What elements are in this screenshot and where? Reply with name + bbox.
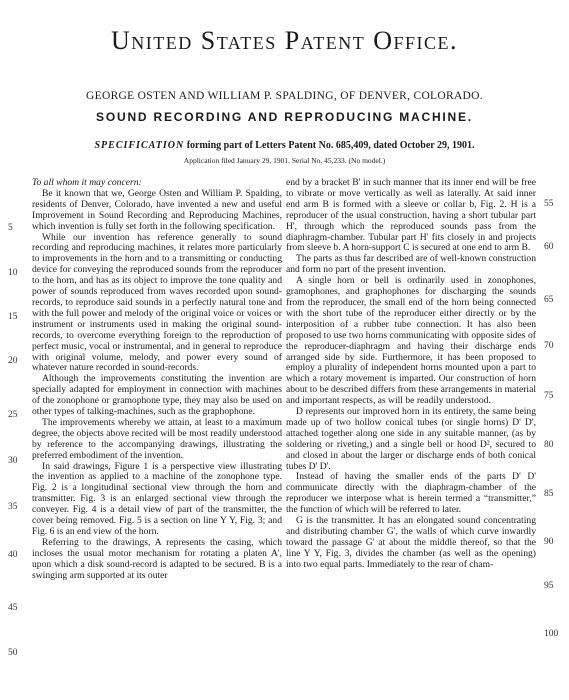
line-number: 15: [8, 312, 18, 322]
line-number: 10: [8, 268, 18, 278]
paragraph: Instead of having the smaller ends of the parts D' D' communicate directly with the diaphragm-chamber of the reproducer we interpose what is herein termed a “transmitter,” the function of which will be referred to later.: [286, 471, 536, 516]
paragraph: Although the improvements constituting the invention are specially adapted for employment in connection with machines of the zonophone or gramophone type, they may also be used on other types of talking-machines, such as the graphophone.: [32, 373, 282, 418]
line-number: 35: [8, 502, 18, 512]
specification-details: forming part of Letters Patent No. 685,409, dated October 29, 1901.: [184, 140, 475, 151]
paragraph: end by a bracket B' in such manner that its inner end will be free to vibrate or move vertically as well as laterally. At said inner end arm B is formed with a sleeve or collar b, Fig. 2. H is a reproducer of the usual construction, having a short tubular part H', through which the reproduced sounds pass from the diaphragm-chamber. Tubular part H' fits closely in and projects from sleeve b. A horn-support C is secured at one end to arm B.: [286, 177, 536, 254]
line-number: 90: [544, 537, 554, 547]
paragraph: In said drawings, Figure 1 is a perspective view illustrating the invention as applied to a machine of the zonophone type. Fig. 2 is a longitudinal sectional view through the horn and transmitter. Fig. 3 is an enlarged sectional view through the conveyer. Fig. 4 is a detail view of part of the transmitter, the cover being removed. Fig. 5 is a section on line Y Y, Fig. 3; and Fig. 6 is an end view of the horn.: [32, 460, 282, 537]
paragraph: D represents our improved horn in its entirety, the same being made up of two hollow conical tubes (or single horns) D' D', attached together along one side in any suitable manner, (as by soldering or riveting,) and a single bell or hood D², secured to and closed in about the larger or discharge ends of both conical tubes D' D'.: [286, 406, 536, 472]
paragraph: Referring to the drawings, A represents the casing, which incloses the usual motor mechanism for rotating a platen A', upon which a disk sound-record is adapted to be secured. B is a swinging arm supported at its outer: [32, 536, 282, 581]
line-number: 80: [544, 440, 554, 450]
line-number: 60: [544, 242, 554, 252]
line-number: 20: [8, 356, 18, 366]
line-number: 75: [544, 391, 554, 401]
line-number: 100: [544, 629, 559, 639]
paragraph: While our invention has reference generally to sound recording and reproducing machines, it relates more particularly to improvements in the horn and to a transmitting or conducting device for conveying the reproduced sounds from the reproducer to the horn, and has as its object to improve the tone quality and power of sounds reproduced from waves recorded upon sound-records, to reproduce said sounds in a perfectly natural tone and with the full power and melody of the original voice or voices or instrument or instruments used in making the original sound-records, to overcome everything foreign to the reproduction of perfect music, vocal or instrumental, and in general to reproduce with original volume, melody, and power every sound of whatever nature recorded in sound-records.: [32, 231, 282, 374]
line-number: 25: [8, 410, 18, 420]
specification-word: SPECIFICATION: [94, 140, 185, 151]
line-number: 70: [544, 341, 554, 351]
line-number: 50: [8, 648, 18, 658]
line-number: 40: [8, 550, 18, 560]
paragraph: Be it known that we, George Osten and William P. Spalding, residents of Denver, Colorado, have invented a new and useful Improvement in Sound Recording and Reproducing Machines, which invention is fully set forth in the following specification.: [32, 187, 282, 232]
line-number: 5: [8, 223, 13, 233]
line-number: 65: [544, 295, 554, 305]
line-number: 45: [8, 603, 18, 613]
paragraph: The improvements whereby we attain, at least to a maximum degree, the objects above recited will be most readily understood by reference to the accompanying drawings, illustrating the preferred embodiment of the invention.: [32, 416, 282, 461]
right-column: [286, 178, 536, 571]
left-column: [32, 178, 282, 582]
line-number: 85: [544, 489, 554, 499]
salutation: To all whom it may concern:: [32, 177, 142, 188]
paragraph: The parts as thus far described are of well-known construction and form no part of the present invention.: [286, 253, 536, 276]
office-title: United States Patent Office.: [110, 26, 459, 55]
line-number: 95: [544, 581, 554, 591]
inventors-line: GEORGE OSTEN AND WILLIAM P. SPALDING, OF DENVER, COLORADO.: [86, 90, 483, 102]
line-number: 55: [544, 199, 554, 209]
application-line: Application filed January 29, 1901. Serial No. 45,233. (No model.): [183, 156, 386, 165]
paragraph: G is the transmitter. It has an elongated sound concentrating and distributing chamber G', the walls of which curve inwardly toward the passage G' at about the middle thereof, so that the line Y Y, Fig. 3, divides the chamber (as well as the opening) into two equal parts. Immediately to the rear of cham-: [286, 515, 536, 570]
specification-line: [0, 140, 569, 151]
invention-title: SOUND RECORDING AND REPRODUCING MACHINE.: [96, 110, 473, 124]
paragraph: A single horn or bell is ordinarily used in zonophones, gramophones, and graphophones for discharging the sounds from the reproducer, the small end of the horn being connected with the short tube of the reproducer either directly or by the interposition of a rubber tube connection. It has also been proposed to use two horns communicating with opposite sides of the reproducer-diaphragm and having their discharge ends arranged side by side. Furthermore, it has been proposed to employ a plurality of independent horns mounted upon a part to which a rotary movement is imparted. Our construction of horn about to be described differs from these arrangements in material and important respects, as will be readily understood.: [286, 275, 536, 407]
line-number: 30: [8, 456, 18, 466]
